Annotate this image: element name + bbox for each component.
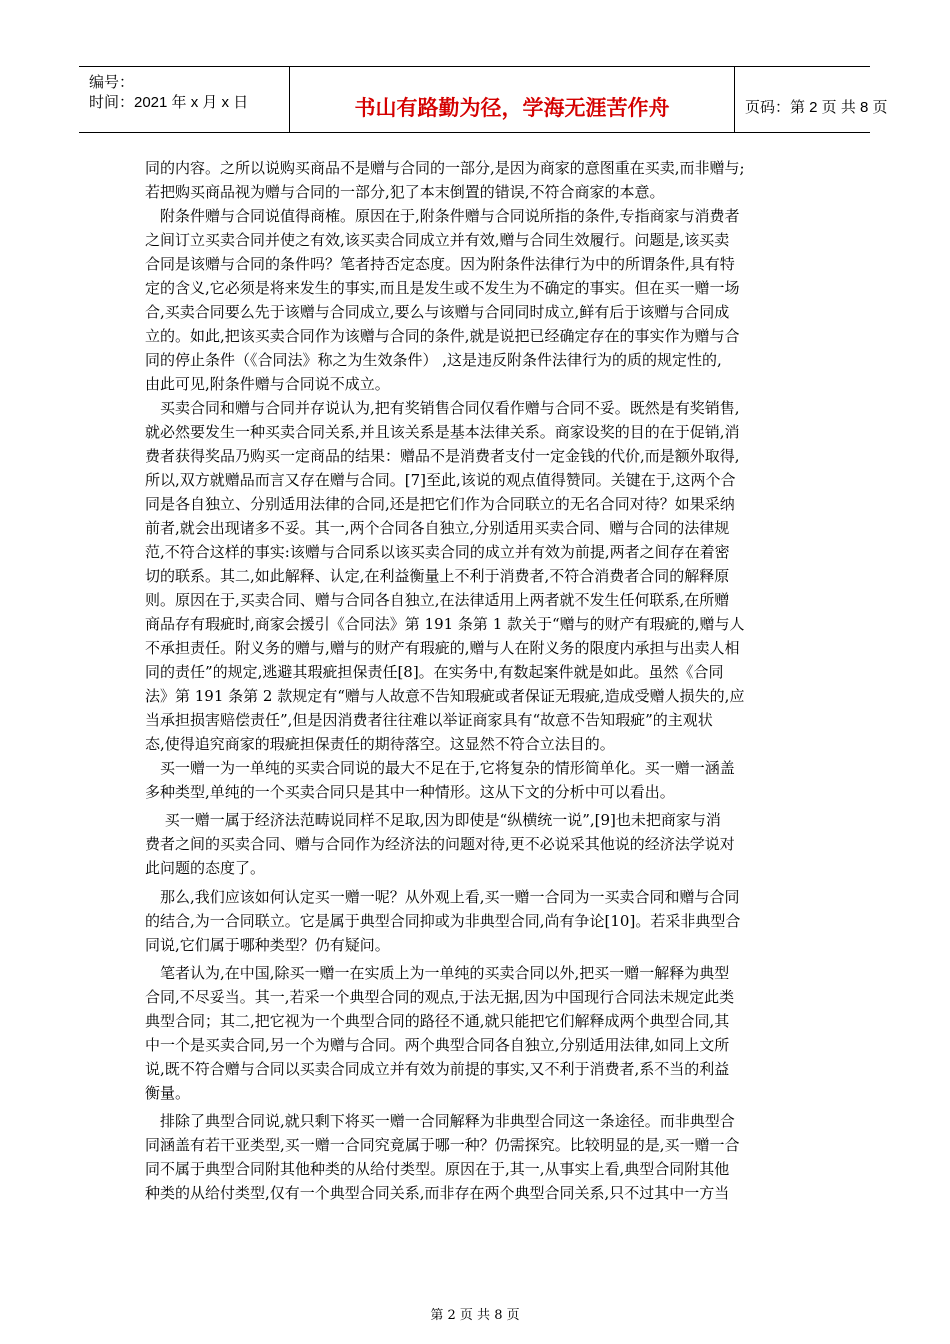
header-motto-cell: [289, 67, 735, 132]
body-text-line: 不承担责任。附义务的赠与,赠与的财产有瑕疵的,赠与人在附义务的限度内承担与出卖人相: [145, 639, 740, 657]
header-right-cell: [735, 67, 888, 132]
body-text-line: 典型合同；其二,把它视为一个典型合同的路径不通,就只能把它们解释成两个典型合同,其: [145, 1012, 730, 1030]
body-text-line: 定的含义,它必须是将来发生的事实,而且是发生或不发生为不确定的事实。但在买一赠一场: [145, 279, 740, 297]
body-text-line: 买一赠一为一单纯的买卖合同说的最大不足在于,它将复杂的情形简单化。买一赠一涵盖: [145, 759, 735, 777]
body-text-line: 费者获得奖品乃购买一定商品的结果：赠品不是消费者支付一定金钱的代价,而是额外取得,: [145, 447, 740, 465]
body-text-line: 合同是该赠与合同的条件吗？笔者持否定态度。因为附条件法律行为中的所谓条件,具有特: [145, 255, 735, 273]
document-time-label: 时间：2021 年 x 月 x 日: [89, 94, 249, 111]
body-text-line: 合同,不尽妥当。其一,若采一个典型合同的观点,于法无据,因为中国现行合同法未规定此类: [145, 988, 735, 1006]
body-text-line: 同说,它们属于哪种类型？仍有疑问。: [145, 936, 390, 954]
body-text-line: 附条件赠与合同说值得商榷。原因在于,附条件赠与合同说所指的条件,专指商家与消费者: [145, 207, 740, 225]
body-text-line: 同不属于典型合同附其他种类的从给付类型。原因在于,其一,从事实上看,典型合同附其他: [145, 1160, 730, 1178]
body-text-line: 笔者认为,在中国,除买一赠一在实质上为一单纯的买卖合同以外,把买一赠一解释为典型: [145, 964, 730, 982]
header-motto: 书山有路勤为径，学海无涯苦作舟: [354, 96, 670, 120]
body-text-line: 说,既不符合赠与合同以买卖合同成立并有效为前提的事实,又不利于消费者,系不当的利益: [145, 1060, 730, 1078]
body-text-line: 此问题的态度了。: [145, 859, 266, 877]
page-header: [79, 66, 888, 133]
body-text-line: 法》第 191 条第 2 款规定有“赠与人故意不告知瑕疵或者保证无瑕疵,造成受赠人损失的,应: [145, 687, 745, 705]
body-text-line: 由此可见,附条件赠与合同说不成立。: [145, 375, 390, 393]
body-text-line: 若把购买商品视为赠与合同的一部分,犯了本末倒置的错误,不符合商家的本意。: [145, 183, 665, 201]
page-footer: 第 2 页 共 8 页: [430, 1308, 520, 1323]
body-text-line: 那么,我们应该如何认定买一赠一呢？从外观上看,买一赠一合同为一买卖合同和赠与合同: [145, 888, 740, 906]
body-text-line: 范,不符合这样的事实:该赠与合同系以该买卖合同的成立并有效为前提,两者之间存在着密: [145, 543, 730, 561]
body-text-line: 费者之间的买卖合同、赠与合同作为经济法的问题对待,更不必说采其他说的经济法学说对: [145, 835, 735, 853]
body-text-line: 就必然要发生一种买卖合同关系,并且该关系是基本法律关系。商家设奖的目的在于促销,消: [145, 423, 740, 441]
body-text-line: 立的。如此,把该买卖合同作为该赠与合同的条件,就是说把已经确定存在的事实作为赠与合: [145, 327, 740, 345]
body-text-line: 排除了典型合同说,就只剩下将买一赠一合同解释为非典型合同这一条途径。而非典型合: [145, 1112, 735, 1130]
body-text-line: 多种类型,单纯的一个买卖合同只是其中一种情形。这从下文的分析中可以看出。: [145, 783, 675, 801]
body-text-line: 之间订立买卖合同并使之有效,该买卖合同成立并有效,赠与合同生效履行。问题是,该买卖: [145, 231, 730, 249]
header-page-number: 页码：第 2 页 共 8 页: [745, 99, 888, 116]
body-text-line: 买一赠一属于经济法范畴说同样不足取,因为即使是“纵横统一说”,[9]也未把商家与消: [145, 811, 721, 829]
body-text-line: 当承担损害赔偿责任”,但是因消费者往往难以举证商家具有“故意不告知瑕疵”的主观状: [145, 711, 713, 729]
document-number-label: 编号：: [89, 74, 135, 91]
body-text-line: 商品存有瑕疵时,商家会援引《合同法》第 191 条第 1 款关于“赠与的财产有瑕疵的,赠与人: [145, 615, 745, 633]
body-text-line: 前者,就会出现诸多不妥。其一,两个合同各自独立,分别适用买卖合同、赠与合同的法律规: [145, 519, 730, 537]
body-text-line: 衡量。: [145, 1084, 191, 1102]
body-text-line: 买卖合同和赠与合同并存说认为,把有奖销售合同仅看作赠与合同不妥。既然是有奖销售,: [145, 399, 740, 417]
body-text-line: 同是各自独立、分别适用法律的合同,还是把它们作为合同联立的无名合同对待？如果采纳: [145, 495, 735, 513]
body-text-line: 态,使得追究商家的瑕疵担保责任的期待落空。这显然不符合立法目的。: [145, 735, 615, 753]
body-text-line: 同涵盖有若干亚类型,买一赠一合同究竟属于哪一种？仍需探究。比较明显的是,买一赠一合: [145, 1136, 740, 1154]
body-text-line: 同的停止条件（《合同法》称之为生效条件） ,这是违反附条件法律行为的质的规定性的,: [145, 351, 722, 369]
body-text-line: 同的责任”的规定,逃避其瑕疵担保责任[8]。在实务中,有数起案件就是如此。虽然《合同: [145, 663, 724, 681]
header-left-cell: [79, 67, 289, 132]
body-text-line: 的结合,为一合同联立。它是属于典型合同抑或为非典型合同,尚有争论[10]。若采非典型合: [145, 912, 741, 930]
body-text-line: 则。原因在于,买卖合同、赠与合同各自独立,在法律适用上两者就不发生任何联系,在所赠: [145, 591, 730, 609]
body-text-line: 中一个是买卖合同,另一个为赠与合同。两个典型合同各自独立,分别适用法律,如同上文所: [145, 1036, 730, 1054]
body-text-line: 所以,双方就赠品而言又存在赠与合同。[7]至此,该说的观点值得赞同。关键在于,这两个合: [145, 471, 736, 489]
body-text-line: 同的内容。之所以说购买商品不是赠与合同的一部分,是因为商家的意图重在买卖,而非赠与;: [145, 159, 745, 177]
body-text-line: 切的联系。其二,如此解释、认定,在利益衡量上不利于消费者,不符合消费者合同的解释原: [145, 567, 730, 585]
body-text-line: 种类的从给付类型,仅有一个典型合同关系,而非存在两个典型合同关系,只不过其中一方当: [145, 1184, 730, 1202]
body-text-line: 合,买卖合同要么先于该赠与合同成立,要么与该赠与合同同时成立,鲜有后于该赠与合同成: [145, 303, 730, 321]
